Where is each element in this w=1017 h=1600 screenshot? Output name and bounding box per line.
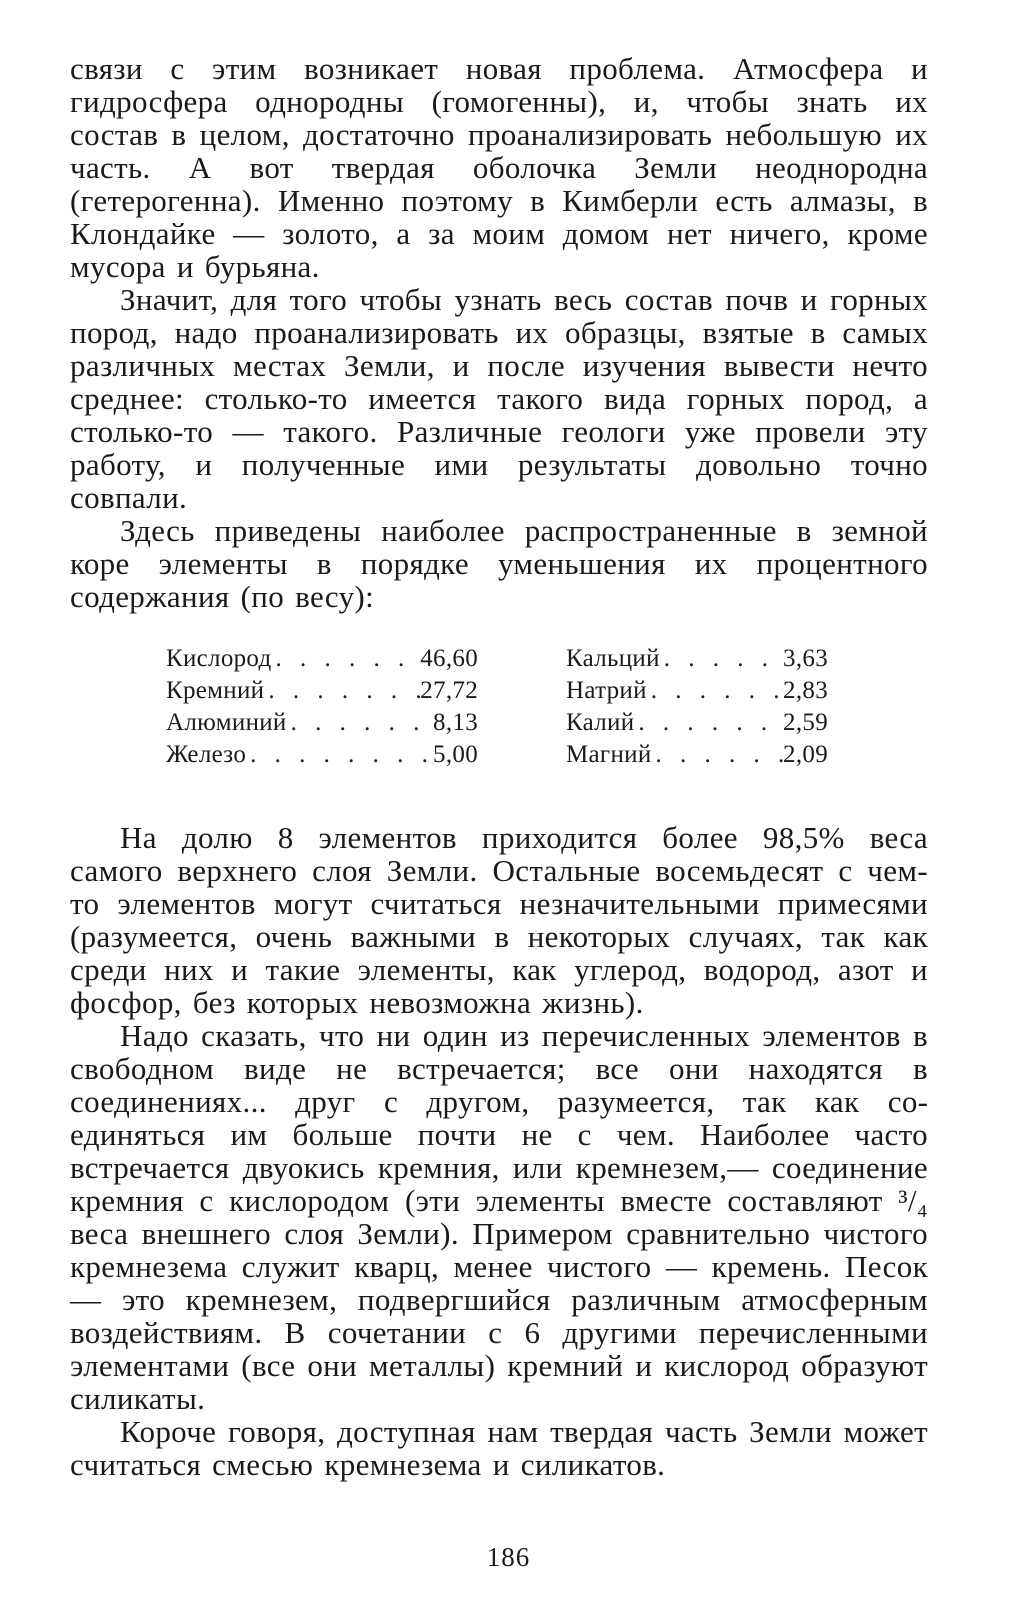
element-name: Калий: [566, 709, 635, 736]
page-number: 186: [486, 1542, 531, 1572]
leader-dots: [647, 675, 783, 707]
paragraph-main-1: На долю 8 элементов приходится более 98,5% веса самого верхнего слоя Земли. Остальные восемьдесят с чем-то элементов могут считаться незначительными примесями (разумеется, очень важными в некоторых случаях, так как среди них и такие элементы, как углерод, водород, азот и фосфор, без которых невозможна жизнь).: [70, 820, 928, 1020]
element-value: 2,59: [783, 709, 828, 736]
element-name: Кальций: [566, 645, 660, 672]
leader-dots: [272, 643, 421, 675]
paragraph-main-2: Надо сказать, что ни один из перечисленных элементов в свободном виде не встречается; все они находятся в соединениях... друг с другом, разумеется, так как соединяться им больше почти не с чем. Наиболее часто встречается двуокись кремния, или кремнезем,— соединение кремния с кислородом (эти элементы вместе составляют ³/₄ веса внешнего слоя Земли). Примером сравнительно чистого кремнезема служит кварц, менее чистого — кремень. Песок — это кремнезем, подвергшийся различным атмосферным воздействиям. В сочетании с 6 другими перечисленными элементами (все они металлы) кремний и кислород образуют силикаты.: [70, 1018, 928, 1416]
paragraph-main-3: Короче говоря, доступная нам твердая часть Земли может считаться смесью кремнезема и силикатов.: [70, 1414, 928, 1482]
paragraph-intro-1: связи с этим возникает новая проблема. Атмосфера и гидросфера однородны (гомогенны), и, чтобы знать их состав в целом, достаточно проанализировать небольшую их часть. А вот твердая оболочка Земли неоднородна (гетерогенна). Именно поэтому в Кимберли есть алмазы, в Клондайке — золото, а за моим домом нет ничего, кроме мусора и бурьяна.: [70, 51, 928, 284]
element-name: Магний: [566, 741, 652, 768]
element-name: Кремний: [166, 677, 265, 704]
element-row-oxygen: [166, 643, 478, 675]
element-row-magnesium: [566, 739, 828, 771]
leader-dots: [287, 707, 433, 739]
leader-dots: [246, 739, 433, 771]
elements-table-left-column: [166, 643, 478, 771]
element-row-sodium: [566, 675, 828, 707]
leader-dots: [652, 739, 784, 771]
paragraph-intro-2: Значит, для того чтобы узнать весь состав почв и горных пород, надо проанализировать их образцы, взятые в самых различных местах Земли, и после изучения вывести нечто среднее: столько-то имеется такого вида горных пород, а столько-то — такого. Различные геологи уже провели эту работу, и полученные ими результаты довольно точно совпали.: [70, 282, 928, 515]
element-value: 2,09: [783, 741, 828, 768]
element-value: 2,83: [783, 677, 828, 704]
element-value: 27,72: [420, 677, 478, 704]
leader-dots: [264, 675, 420, 707]
paragraph-intro-3: Здесь приведены наиболее распространенные в земной коре элементы в порядке уменьшения их процентного содержания (по весу):: [70, 513, 928, 614]
element-row-aluminium: [166, 707, 478, 739]
element-value: 8,13: [433, 709, 478, 736]
element-value: 5,00: [433, 741, 478, 768]
element-name: Кислород: [166, 645, 272, 672]
element-row-iron: [166, 739, 478, 771]
element-name: Железо: [166, 741, 247, 768]
page-body: [70, 52, 928, 1481]
element-row-potassium: [566, 707, 828, 739]
leader-dots: [634, 707, 783, 739]
element-row-calcium: [566, 643, 828, 675]
leader-dots: [660, 643, 783, 675]
elements-table: [166, 643, 928, 771]
element-value: 3,63: [783, 645, 828, 672]
element-name: Алюминий: [166, 709, 287, 736]
element-row-silicon: [166, 675, 478, 707]
element-value: 46,60: [420, 645, 478, 672]
element-name: Натрий: [566, 677, 647, 704]
elements-table-right-column: [566, 643, 828, 771]
